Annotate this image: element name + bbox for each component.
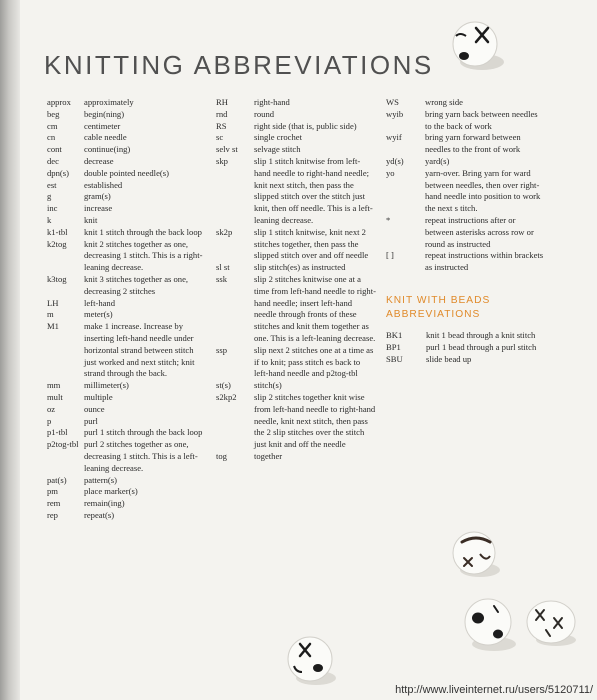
abbreviation-term: BK1	[386, 329, 403, 340]
abbreviation-term: approx	[47, 97, 71, 107]
abbreviation-entry	[47, 427, 207, 439]
abbreviation-entry	[386, 215, 546, 250]
abbreviation-definition: wrong side	[425, 97, 463, 107]
abbreviation-entry	[47, 486, 207, 498]
abbreviation-term: pat(s)	[47, 474, 67, 485]
abbreviation-definition: knit 1 stitch through the back loop	[84, 226, 202, 237]
abbreviation-list	[386, 97, 546, 274]
abbreviation-entry	[47, 227, 207, 239]
abbreviation-entry	[386, 354, 546, 366]
abbreviation-entry	[47, 416, 207, 428]
bead-image	[458, 594, 520, 654]
beads-heading: KNIT WITH BEADS ABBREVIATIONS	[386, 294, 491, 320]
abbreviation-definition: left-hand	[84, 297, 116, 308]
abbreviation-term: pm	[47, 486, 58, 497]
abbreviation-entry	[47, 309, 207, 321]
abbreviation-term: wyif	[386, 132, 402, 143]
abbreviation-entry	[47, 191, 207, 203]
abbreviation-entry	[47, 439, 207, 474]
abbreviation-entry	[47, 510, 207, 522]
bead-image	[524, 596, 580, 648]
abbreviation-entry	[47, 404, 207, 416]
abbreviation-term: m	[47, 309, 54, 320]
abbreviation-term: cm	[47, 120, 58, 131]
abbreviation-term: est	[47, 179, 57, 190]
abbreviation-definition: bring yarn back between needles to the back of work	[425, 108, 538, 131]
abbreviation-term: [ ]	[386, 250, 394, 261]
abbreviation-term: s2kp2	[216, 391, 237, 402]
abbreviation-entry	[216, 144, 376, 156]
abbreviation-entry	[47, 121, 207, 133]
abbreviation-term: tog	[216, 450, 227, 461]
abbreviation-term: dec	[47, 155, 59, 166]
abbreviation-definition: knit 2 stitches together as one, decreasing 1 stitch. This is a right-leaning decrease.	[84, 238, 203, 273]
abbreviation-term: SBU	[386, 353, 403, 364]
abbreviation-definition: together	[254, 450, 283, 461]
abbreviation-term: cn	[47, 132, 56, 143]
abbreviation-entry	[386, 156, 546, 168]
abbreviation-term: LH	[47, 297, 59, 308]
abbreviation-term: BP1	[386, 341, 401, 352]
abbreviation-term: wyib	[386, 108, 404, 119]
abbreviation-entry	[216, 262, 376, 274]
abbreviation-entry	[386, 132, 546, 156]
abbreviation-entry	[47, 203, 207, 215]
abbreviation-definition: continue(ing)	[84, 144, 131, 155]
bead-image	[446, 528, 504, 580]
abbreviation-column-2	[216, 97, 376, 463]
abbreviation-definition: slip next 2 stitches one at a time as if to knit; pass stitch es back to left-hand needle and p2tog-tbl	[254, 344, 374, 379]
abbreviation-definition: slip 1 stitch knitwise from left-hand needle to right-hand needle; knit next stitch, then pass the slipped stitch over the stitch just knit, then off needle. This is a left-leaning decrease.	[254, 155, 373, 225]
abbreviation-definition: repeat instructions after or between asterisks across row or round as instructed	[425, 214, 534, 249]
abbreviation-entry	[47, 239, 207, 274]
abbreviation-definition: yard(s)	[425, 155, 450, 166]
abbreviation-entry	[47, 215, 207, 227]
abbreviation-definition: place marker(s)	[84, 486, 138, 497]
abbreviation-definition: repeat instructions within brackets as instructed	[425, 250, 544, 273]
abbreviation-definition: purl 2 stitches together as one, decreasing 1 stitch. This is a left-leaning decrease.	[84, 439, 198, 473]
abbreviation-entry	[386, 168, 546, 215]
abbreviation-entry	[47, 321, 207, 380]
abbreviation-definition: meter(s)	[84, 309, 113, 320]
abbreviation-definition: knit	[84, 214, 98, 225]
bead-image	[282, 632, 340, 688]
abbreviation-entry	[386, 342, 546, 354]
abbreviation-term: RH	[216, 97, 228, 107]
abbreviation-entry	[47, 168, 207, 180]
abbreviation-entry	[386, 109, 546, 133]
abbreviation-definition: slide bead up	[426, 353, 472, 364]
bead-image	[444, 18, 506, 72]
abbreviation-definition: round	[254, 108, 275, 119]
abbreviation-definition: stitch(s)	[254, 380, 282, 391]
abbreviation-definition: slip stitch(es) as instructed	[254, 262, 346, 273]
abbreviation-definition: slip 2 stitches knitwise one at a time from left-hand needle to right-hand needle; insert left-hand needle through fronts of these stitches and knit them together as one. This is a left-leaning decrease.	[254, 273, 376, 343]
abbreviation-entry	[47, 475, 207, 487]
abbreviation-entry	[216, 121, 376, 133]
abbreviation-entry	[47, 392, 207, 404]
abbreviation-definition: purl 1 bead through a purl stitch	[426, 341, 537, 352]
abbreviation-entry	[216, 392, 376, 451]
abbreviation-term: mm	[47, 380, 61, 391]
abbreviation-entry	[216, 132, 376, 144]
abbreviation-definition: purl	[84, 415, 98, 426]
abbreviation-definition: yarn-over. Bring yarn for ward between needles, then over right-hand needle into position to work the next s titch.	[425, 167, 541, 214]
abbreviation-definition: make 1 increase. Increase by inserting left-hand needle under horizontal strand between stitch just worked and next stitch; knit strand through the back.	[84, 321, 195, 379]
abbreviation-term: rep	[47, 509, 58, 520]
abbreviation-term: g	[47, 191, 52, 202]
abbreviation-definition: knit 3 stitches together as one, decreasing 2 stitches	[84, 273, 189, 296]
book-spine-shadow	[0, 0, 20, 700]
abbreviation-definition: purl 1 stitch through the back loop	[84, 427, 203, 438]
abbreviation-entry	[47, 298, 207, 310]
abbreviation-term: mult	[47, 391, 63, 402]
abbreviation-entry	[216, 451, 376, 463]
abbreviation-term: p	[47, 415, 52, 426]
abbreviation-definition: pattern(s)	[84, 474, 117, 485]
abbreviation-entry	[47, 132, 207, 144]
abbreviation-term: rem	[47, 498, 61, 509]
abbreviation-definition: millimeter(s)	[84, 380, 129, 391]
abbreviation-definition: remain(ing)	[84, 498, 125, 509]
abbreviation-entry	[47, 180, 207, 192]
abbreviation-definition: selvage stitch	[254, 144, 301, 155]
abbreviation-term: sc	[216, 132, 224, 143]
abbreviation-term: k3tog	[47, 273, 67, 284]
abbreviation-entry	[386, 250, 546, 274]
abbreviation-entry	[386, 97, 546, 109]
abbreviation-entry	[216, 156, 376, 227]
abbreviation-definition: multiple	[84, 391, 113, 402]
abbreviation-column-1	[47, 97, 207, 522]
abbreviation-term: inc	[47, 203, 58, 214]
abbreviation-definition: approximately	[84, 97, 134, 107]
abbreviation-entry	[47, 498, 207, 510]
abbreviation-term: k1-tbl	[47, 226, 68, 237]
abbreviation-definition: double pointed needle(s)	[84, 167, 169, 178]
abbreviation-term: cont	[47, 144, 62, 155]
abbreviation-term: M1	[47, 321, 59, 332]
abbreviation-entry	[216, 380, 376, 392]
abbreviation-term: oz	[47, 403, 56, 414]
abbreviation-term: RS	[216, 120, 227, 131]
abbreviation-term: selv st	[216, 144, 238, 155]
abbreviation-term: beg	[47, 108, 60, 119]
abbreviation-definition: increase	[84, 203, 113, 214]
abbreviation-entry	[47, 109, 207, 121]
abbreviation-entry	[216, 109, 376, 121]
abbreviation-entry	[47, 380, 207, 392]
abbreviation-definition: right side (that is, public side)	[254, 120, 357, 131]
abbreviation-definition: slip 2 stitches together knit wise from left-hand needle to right-hand needle, knit next stitch, then pass the 2 slip stitches over the stitch just knit and off the needle	[254, 391, 376, 450]
abbreviation-definition: cable needle	[84, 132, 127, 143]
abbreviation-entry	[47, 97, 207, 109]
abbreviation-definition: centimeter	[84, 120, 121, 131]
abbreviation-entry	[47, 274, 207, 298]
abbreviation-term: ssp	[216, 344, 227, 355]
abbreviation-term: k	[47, 214, 52, 225]
abbreviation-definition: single crochet	[254, 132, 302, 143]
abbreviation-term: k2tog	[47, 238, 67, 249]
abbreviation-term: sk2p	[216, 226, 233, 237]
abbreviation-term: p2tog-tbl	[47, 439, 79, 450]
abbreviation-term: WS	[386, 97, 399, 107]
abbreviation-definition: ounce	[84, 403, 105, 414]
abbreviation-definition: decrease	[84, 155, 114, 166]
abbreviation-entry	[47, 156, 207, 168]
abbreviation-term: st(s)	[216, 380, 231, 391]
abbreviation-definition: established	[84, 179, 123, 190]
abbreviation-definition: repeat(s)	[84, 509, 115, 520]
abbreviation-column-3	[386, 97, 546, 365]
abbreviation-term: skp	[216, 155, 228, 166]
abbreviation-term: p1-tbl	[47, 427, 68, 438]
abbreviation-definition: gram(s)	[84, 191, 111, 202]
abbreviation-definition: slip 1 stitch knitwise, knit next 2 stitches together, then pass the slipped stitch over and off needle	[254, 226, 369, 261]
abbreviation-entry	[386, 330, 546, 342]
abbreviation-definition: begin(ning)	[84, 108, 125, 119]
abbreviation-term: yd(s)	[386, 155, 404, 166]
beads-abbreviation-list	[386, 330, 546, 365]
abbreviation-term: ssk	[216, 273, 227, 284]
abbreviation-entry	[216, 274, 376, 345]
abbreviation-entry	[216, 345, 376, 380]
abbreviation-term: dpn(s)	[47, 167, 69, 178]
abbreviation-term: rnd	[216, 108, 228, 119]
abbreviation-definition: knit 1 bead through a knit stitch	[426, 329, 536, 340]
abbreviation-definition: bring yarn forward between needles to the front of work	[425, 132, 521, 155]
abbreviation-term: sl st	[216, 262, 230, 273]
abbreviation-term: yo	[386, 167, 395, 178]
abbreviation-entry	[216, 97, 376, 109]
abbreviation-entry	[216, 227, 376, 262]
source-url: http://www.liveinternet.ru/users/5120711/	[395, 684, 593, 696]
abbreviation-entry	[47, 144, 207, 156]
abbreviation-term: *	[386, 214, 391, 225]
page-title: KNITTING ABBREVIATIONS	[44, 50, 434, 80]
abbreviation-definition: right-hand	[254, 97, 290, 107]
